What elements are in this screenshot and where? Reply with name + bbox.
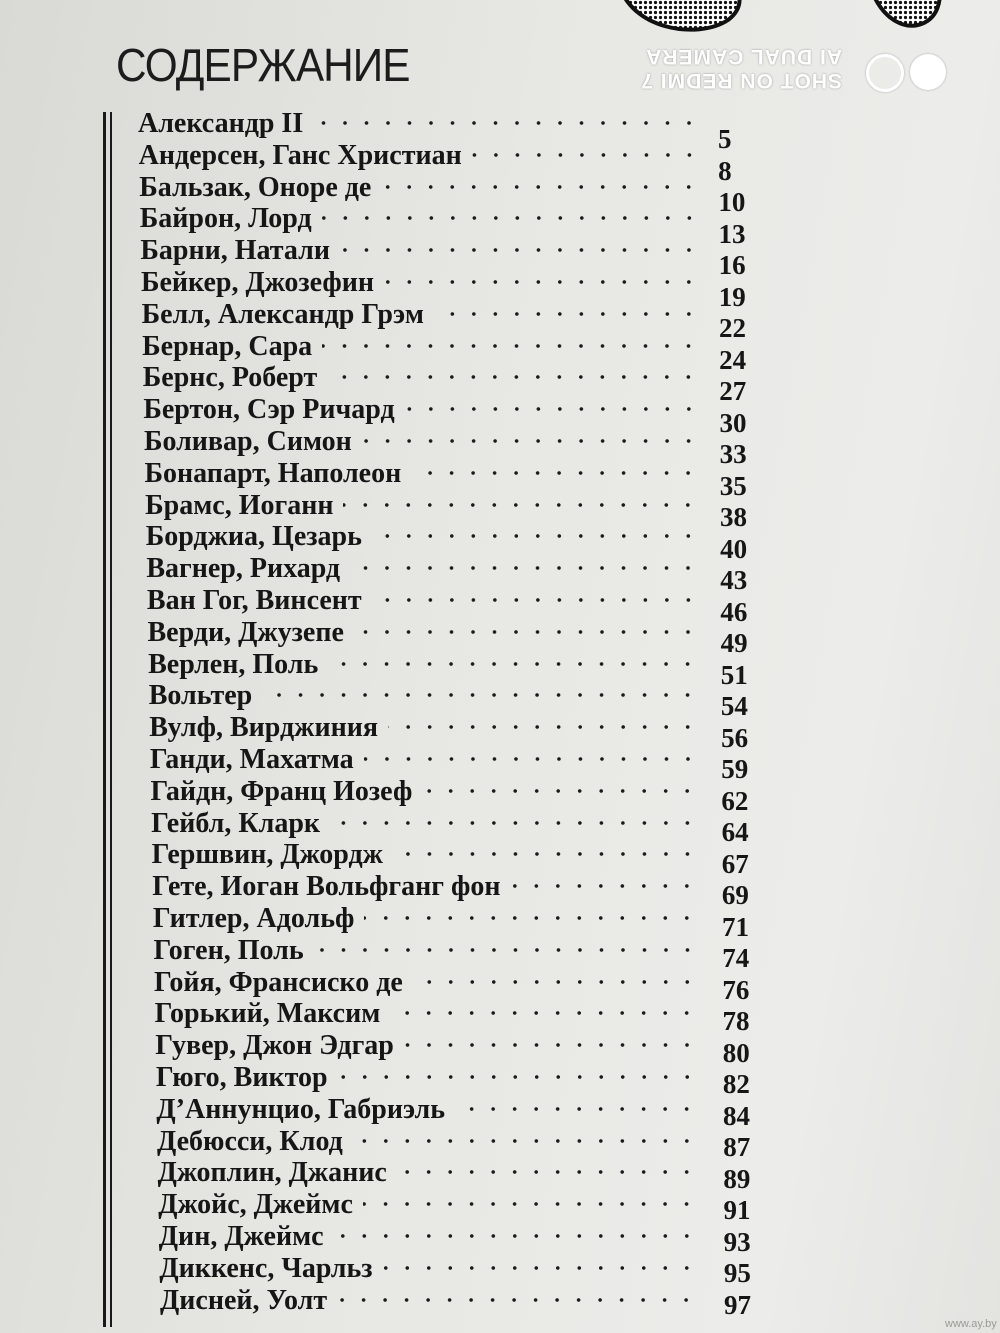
toc-entry-name: Бейкер, Джозефин xyxy=(140,267,375,298)
toc-page-number: 87 xyxy=(723,1132,751,1162)
toc-leader-dots xyxy=(472,153,700,157)
toc-page-number: 69 xyxy=(721,880,749,910)
lens-ring-icon xyxy=(866,54,904,92)
toc-entry xyxy=(140,203,700,235)
toc-entry-name: Борджиа, Цезарь xyxy=(145,521,362,553)
toc-entry xyxy=(155,1030,697,1062)
toc-entry-name: Барни, Натали xyxy=(140,235,330,267)
toc-entry-name: Андерсен, Ганс Христиан xyxy=(138,139,462,171)
toc-entry xyxy=(153,903,698,935)
toc-entry xyxy=(146,553,699,585)
toc-entry-name: Боливар, Симон xyxy=(143,426,352,457)
toc-entry-name: Вагнер, Рихард xyxy=(146,553,341,585)
toc-leader-dots xyxy=(362,439,699,443)
toc-page-number: 49 xyxy=(720,628,748,658)
toc-entry-name: Гоген, Поль xyxy=(153,934,304,966)
toc-page-number: 71 xyxy=(722,911,750,942)
toc-page-number: 10 xyxy=(718,187,746,217)
toc-page-number: 76 xyxy=(722,974,750,1005)
toc-page-number: 56 xyxy=(721,722,749,753)
toc-page-number: 89 xyxy=(723,1163,751,1194)
toc-leader-dots xyxy=(510,884,698,888)
toc-leader-dots xyxy=(350,566,699,570)
toc-leader-dots xyxy=(390,1011,697,1015)
toc-entry xyxy=(149,680,699,712)
toc-entry-name: Диккенс, Чарльз xyxy=(159,1252,373,1284)
toc-leader-dots xyxy=(413,980,698,984)
toc-entry xyxy=(156,1062,698,1094)
toc-entry xyxy=(148,617,699,649)
toc-page-number: 35 xyxy=(719,470,747,501)
toc-entry-name: Бернс, Роберт xyxy=(142,362,318,394)
toc-leader-dots xyxy=(364,916,698,920)
toc-page-number: 38 xyxy=(719,502,747,532)
toc-entry-name: Гитлер, Адольф xyxy=(152,903,355,934)
toc-page-number: 19 xyxy=(718,281,746,312)
toc-leader-dots xyxy=(422,789,698,793)
toc-entry xyxy=(158,1189,697,1221)
toc-page-number: 40 xyxy=(720,533,748,564)
site-watermark: www.ay.by xyxy=(945,1318,997,1330)
toc-leader-dots xyxy=(405,407,700,411)
toc-page-number: 33 xyxy=(719,439,747,469)
toc-entry-name: Гете, Иоган Вольфганг фон xyxy=(152,871,501,903)
toc-leader-dots xyxy=(262,693,698,697)
toc-entry xyxy=(148,649,699,681)
toc-page-number: 93 xyxy=(723,1226,751,1257)
toc-entry xyxy=(142,299,700,331)
toc-entry-name: Гувер, Джон Эдгар xyxy=(155,1030,394,1062)
toc-entry-name: Гайдн, Франц Иозеф xyxy=(150,775,413,807)
toc-entry xyxy=(152,871,698,903)
toc-entry xyxy=(142,331,699,363)
toc-entry-name: Дебюсси, Клод xyxy=(157,1125,343,1157)
toc-page-number: 84 xyxy=(723,1100,751,1131)
toc-entry-name: Бальзак, Оноре де xyxy=(139,171,372,203)
toc-entry xyxy=(151,808,698,840)
toc-entry xyxy=(155,998,698,1030)
toc-entry xyxy=(156,1094,697,1126)
toc-leader-dots xyxy=(322,344,699,348)
toc-entry xyxy=(139,140,700,172)
toc-leader-dots xyxy=(354,630,699,634)
toc-entry-name: Дин, Джеймс xyxy=(158,1221,324,1252)
toc-page-number: 30 xyxy=(719,407,747,438)
toc-page-number: 95 xyxy=(723,1258,751,1288)
toc-page-number: 43 xyxy=(720,565,748,595)
toc-entry xyxy=(140,235,699,267)
toc-entry-name: Вольтер xyxy=(148,680,253,712)
toc-leader-dots xyxy=(434,312,700,316)
toc-page-number: 91 xyxy=(723,1195,751,1225)
toc-leader-dots xyxy=(334,1234,698,1238)
toc-page-number: 59 xyxy=(721,754,749,784)
toc-entry-name: Байрон, Лорд xyxy=(139,203,312,235)
toc-leader-dots xyxy=(388,725,698,729)
toc-entry xyxy=(139,172,700,204)
toc-entry xyxy=(150,744,698,776)
page-title: СОДЕРЖАНИЕ xyxy=(116,39,410,91)
toc-leader-dots xyxy=(322,216,700,220)
toc-leader-dots xyxy=(372,598,699,602)
toc-entry xyxy=(160,1285,697,1317)
toc-page-number: 78 xyxy=(722,1006,750,1036)
toc-entry-name: Ван Гог, Винсент xyxy=(146,585,362,616)
toc-entry-name: Д’Аннунцио, Габриэль xyxy=(156,1093,446,1125)
toc-entry xyxy=(159,1253,697,1285)
toc-leader-dots xyxy=(397,1170,697,1174)
toc-leader-dots xyxy=(343,503,699,507)
toc-page-number: 22 xyxy=(718,313,746,343)
toc-page-number: 27 xyxy=(719,376,747,406)
toc-entry xyxy=(141,267,700,299)
toc-page-number: 74 xyxy=(722,943,750,973)
toc-entry xyxy=(138,108,700,140)
toc-page-number: 54 xyxy=(720,691,748,721)
toc-page-number: 13 xyxy=(718,218,746,249)
toc-entry xyxy=(145,458,700,490)
toc-entry-name: Ганди, Махатма xyxy=(149,744,354,775)
toc-entry xyxy=(146,521,699,553)
toc-entry-name: Белл, Александр Грэм xyxy=(141,298,424,330)
toc-leader-dots xyxy=(337,1298,697,1302)
toc-leader-dots xyxy=(327,375,699,379)
toc-entry-name: Верлен, Поль xyxy=(148,648,319,680)
camera-watermark xyxy=(622,40,962,100)
watermark-text xyxy=(640,44,842,92)
toc-entry-name: Вулф, Вирджиния xyxy=(149,712,379,744)
watermark-line-1: SHOT ON REDMI 7 xyxy=(640,69,842,92)
toc-leader-dots xyxy=(384,280,700,284)
toc-page-number: 16 xyxy=(718,250,746,280)
lens-dot-icon xyxy=(910,54,946,90)
toc-page-number: 64 xyxy=(721,817,749,847)
toc-entry xyxy=(149,712,698,744)
toc-leader-dots xyxy=(314,948,698,952)
toc-leader-dots xyxy=(363,1202,697,1206)
toc-page-number: 67 xyxy=(721,848,749,879)
toc-entry xyxy=(144,426,699,458)
toc-entry xyxy=(154,967,698,999)
toc-leader-dots xyxy=(330,821,698,825)
toc-page-number: 8 xyxy=(718,155,732,186)
toc-leader-dots xyxy=(364,757,699,761)
toc-entry xyxy=(145,490,699,522)
toc-entry xyxy=(147,585,699,617)
toc-entry-name: Бонапарт, Наполеон xyxy=(144,457,402,489)
toc-entry-name: Брамс, Иоганн xyxy=(145,489,334,521)
toc-leader-dots xyxy=(340,248,700,252)
toc-entry-name: Гойя, Франсиско де xyxy=(154,966,403,998)
toc-page-number: 97 xyxy=(724,1289,751,1320)
watermark-line-2: AI DUAL CAMERA xyxy=(645,45,842,68)
toc-page-number: 82 xyxy=(722,1069,750,1099)
toc-entry-name: Горький, Максим xyxy=(154,998,381,1030)
toc-entry xyxy=(143,394,699,426)
toc-page-number: 5 xyxy=(718,124,732,154)
toc-page-number: 24 xyxy=(719,344,747,375)
toc-entry-name: Бертон, Сэр Ричард xyxy=(143,394,395,426)
toc-page-number: 62 xyxy=(721,785,749,816)
toc-entry-name: Джоплин, Джанис xyxy=(157,1157,387,1189)
toc-entry xyxy=(159,1221,697,1253)
toc-leader-dots xyxy=(328,662,698,666)
toc-entry-name: Александр II xyxy=(138,108,304,139)
toc-entry-name: Джойс, Джеймс xyxy=(158,1189,353,1221)
toc-leader-dots xyxy=(381,185,699,189)
toc-page-number: 51 xyxy=(720,659,748,690)
toc-leader-dots xyxy=(393,852,698,856)
toc-entry xyxy=(158,1157,698,1189)
toc-leader-dots xyxy=(411,471,699,475)
toc-entry-name: Верди, Джузепе xyxy=(147,616,344,648)
toc-leader-dots xyxy=(313,121,700,125)
toc-entry-name: Гейбл, Кларк xyxy=(151,807,321,839)
toc-entry xyxy=(157,1126,697,1158)
toc-leader-dots xyxy=(404,1043,698,1047)
toc-leader-dots xyxy=(338,1075,698,1079)
toc-leader-dots xyxy=(372,534,699,538)
toc-entry xyxy=(143,362,700,394)
toc-entry-name: Дисней, Уолт xyxy=(160,1284,328,1316)
toc-entry-name: Гюго, Виктор xyxy=(155,1062,328,1093)
toc-entry xyxy=(152,839,698,871)
toc-leader-dots xyxy=(455,1107,697,1111)
toc-entry xyxy=(150,776,698,808)
toc-leader-dots xyxy=(383,1266,698,1270)
toc-leader-dots xyxy=(353,1139,698,1143)
toc-entry-name: Бернар, Сара xyxy=(142,330,313,362)
toc-entry-name: Гершвин, Джордж xyxy=(151,839,383,871)
toc-page-number: 80 xyxy=(722,1037,750,1068)
toc-entry xyxy=(153,935,697,967)
toc-page-number: 46 xyxy=(720,596,748,627)
